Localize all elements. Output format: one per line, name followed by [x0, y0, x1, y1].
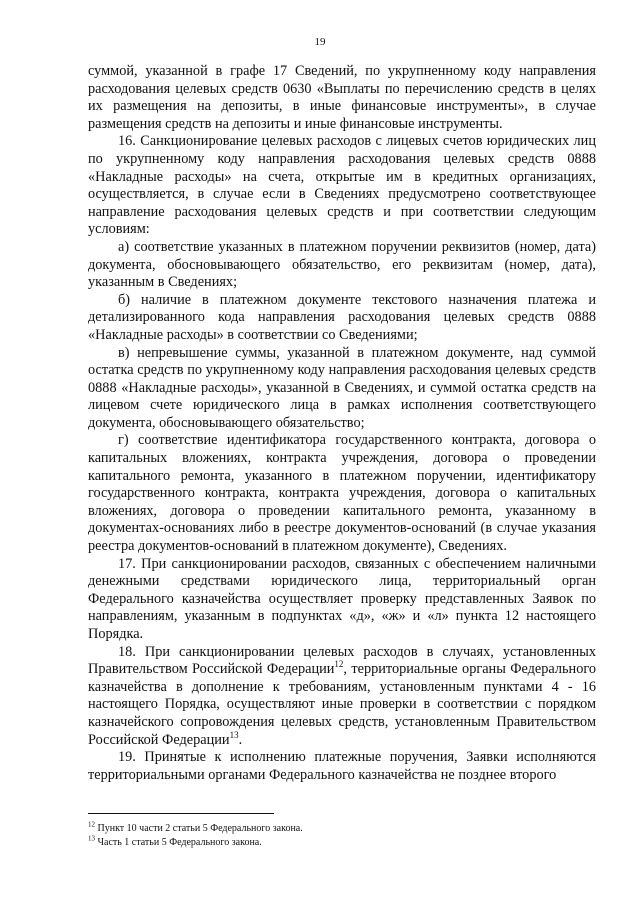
paragraph-18-text-3: .	[238, 731, 243, 748]
footnotes	[88, 822, 596, 849]
paragraph-16: 16. Санкционирование целевых расходов с лицевых счетов юридических лиц по укрупненному коду направления расходования целевых средств 0888 «Накладные расходы» на счета, открытые им в кредитных организациях, осуществляется, в случае если в Сведениях предусмотрено соответствующее направление расходования целевых средств и при соответствии следующим условиям:	[88, 133, 596, 238]
footnote-12	[88, 822, 596, 836]
footnote-mark: 13	[88, 834, 95, 843]
paragraph-16-g: г) соответствие идентификатора государственного контракта, договора о капитальных вложениях, контракта учреждения, договора о проведении капитального ремонта, указанного в платежном поручении, идентификатору государственного контракта, контракта учреждения, договора о капитальных вложениях, договора о проведении капитального ремонта, указанному в документах-основаниях либо в реестре документов-оснований (в случае указания реестра документов-оснований в платежном документе), Сведениях.	[88, 432, 596, 555]
footnote-divider	[88, 813, 274, 814]
paragraph-18-text-2: , территориальные органы Федерального казначейства в дополнение к требованиям, установленным пунктами 4 - 16 настоящего Порядка, осуществляют иные проверки в соответствии с порядком казначейского сопровождения целевых средств, установленным Правительством Российской Федерации	[88, 661, 597, 748]
footnote-text: Часть 1 статьи 5 Федерального закона.	[95, 836, 262, 848]
footnote-text: Пункт 10 части 2 статьи 5 Федерального закона.	[95, 823, 303, 834]
document-body	[88, 63, 596, 784]
footnote-ref-13[interactable]: 13	[229, 729, 239, 740]
paragraph-16-v: в) непревышение суммы, указанной в платежном документе, над суммой остатка средств по укрупненному коду направления расходования целевых средств 0888 «Накладные расходы», указанной в Сведениях, и суммой остатка средств на лицевом счете юридического лица в рамках исполнения соответствующего документа, обосновывающего обязательство;	[88, 344, 596, 431]
paragraph-19: 19. Принятые к исполнению платежные поручения, Заявки исполняются территориальными органами Федерального казначейства не позднее второго	[88, 749, 596, 783]
page-number: 19	[314, 36, 326, 48]
paragraph-continuation: суммой, указанной в графе 17 Сведений, по укрупненному коду направления расходования целевых средств 0630 «Выплаты по перечислению средств в целях их размещения на депозиты, в иные финансовые инструменты», в случае размещения средств на депозиты и иные финансовые инструменты.	[88, 63, 596, 132]
footnote-ref-12[interactable]: 12	[334, 659, 344, 670]
paragraph-17: 17. При санкционировании расходов, связанных с обеспечением наличными денежными средствами юридического лица, территориальный орган Федерального казначейства осуществляет проверку представленных Заявок по направлениям, указанным в подпунктах «д», «ж» и «л» пункта 12 настоящего Порядка.	[88, 555, 596, 642]
footnote-13	[88, 836, 596, 850]
paragraph-18	[88, 644, 596, 750]
paragraph-18-text-1: 18. При санкционировании целевых расходов в случаях, установленных Правительством Российской Федерации	[88, 643, 596, 678]
paragraph-16-a: а) соответствие указанных в платежном поручении реквизитов (номер, дата) документа, обосновывающего обязательство, его реквизитам (номер, дата), указанным в Сведениях;	[88, 238, 596, 291]
footnote-mark: 12	[88, 820, 95, 829]
paragraph-16-b: б) наличие в платежном документе текстового назначения платежа и детализированного кода направления расходования целевых средств 0888 «Накладные расходы» в соответствии со Сведениями;	[88, 291, 596, 343]
